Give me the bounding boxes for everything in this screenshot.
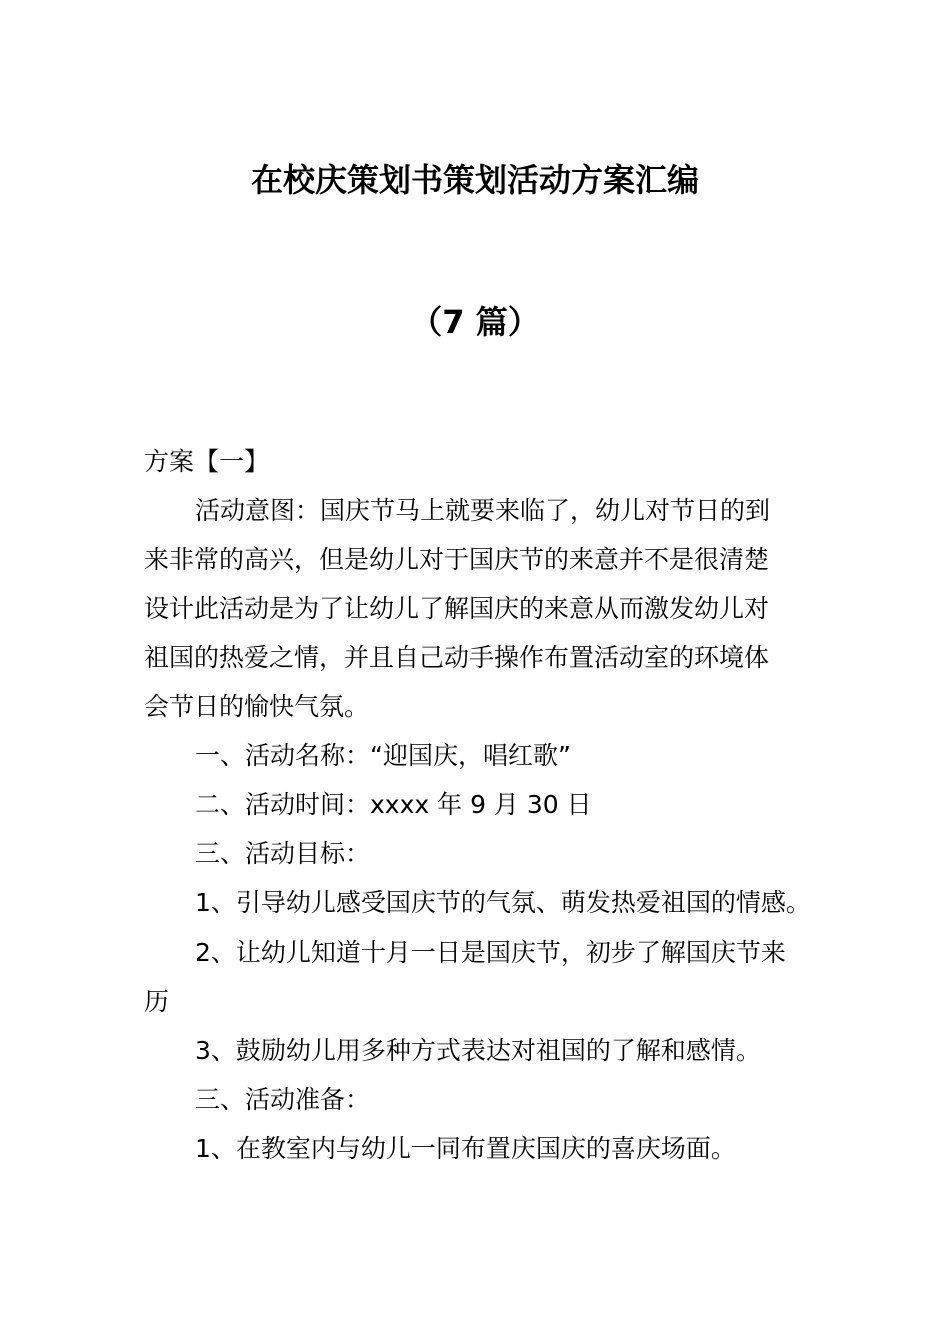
document-subtitle: （7 篇）	[410, 303, 540, 341]
document-title: 在校庆策划书策划活动方案汇编	[250, 161, 699, 199]
paragraph-line: 设计此活动是为了让幼儿了解国庆的来意从而激发幼儿对	[144, 594, 770, 623]
goal-item-continuation: 历	[144, 987, 170, 1016]
activity-time-line: 二、活动时间：xxxx 年 9 月 30 日	[195, 790, 592, 819]
activity-prep-heading: 三、活动准备：	[195, 1085, 371, 1114]
goal-item: 2、让幼儿知道十月一日是国庆节，初步了解国庆节来	[195, 938, 786, 967]
activity-goal-heading: 三、活动目标：	[195, 839, 371, 868]
activity-name-line: 一、活动名称：“迎国庆，唱红歌”	[195, 741, 571, 770]
goal-item: 3、鼓励幼儿用多种方式表达对祖国的了解和感情。	[195, 1036, 761, 1065]
paragraph-line: 活动意图：国庆节马上就要来临了，幼儿对节日的到	[195, 496, 771, 525]
paragraph-line: 会节日的愉快气氛。	[144, 692, 370, 721]
paragraph-line: 来非常的高兴，但是幼儿对于国庆节的来意并不是很清楚	[144, 545, 770, 574]
prep-item: 1、在教室内与幼儿一同布置庆国庆的喜庆场面。	[195, 1134, 736, 1163]
section-heading: 方案【一】	[144, 447, 270, 476]
goal-item: 1、引导幼儿感受国庆节的气氛、萌发热爱祖国的情感。	[195, 888, 811, 917]
paragraph-line: 祖国的热爱之情，并且自己动手操作布置活动室的环境体	[144, 643, 770, 672]
